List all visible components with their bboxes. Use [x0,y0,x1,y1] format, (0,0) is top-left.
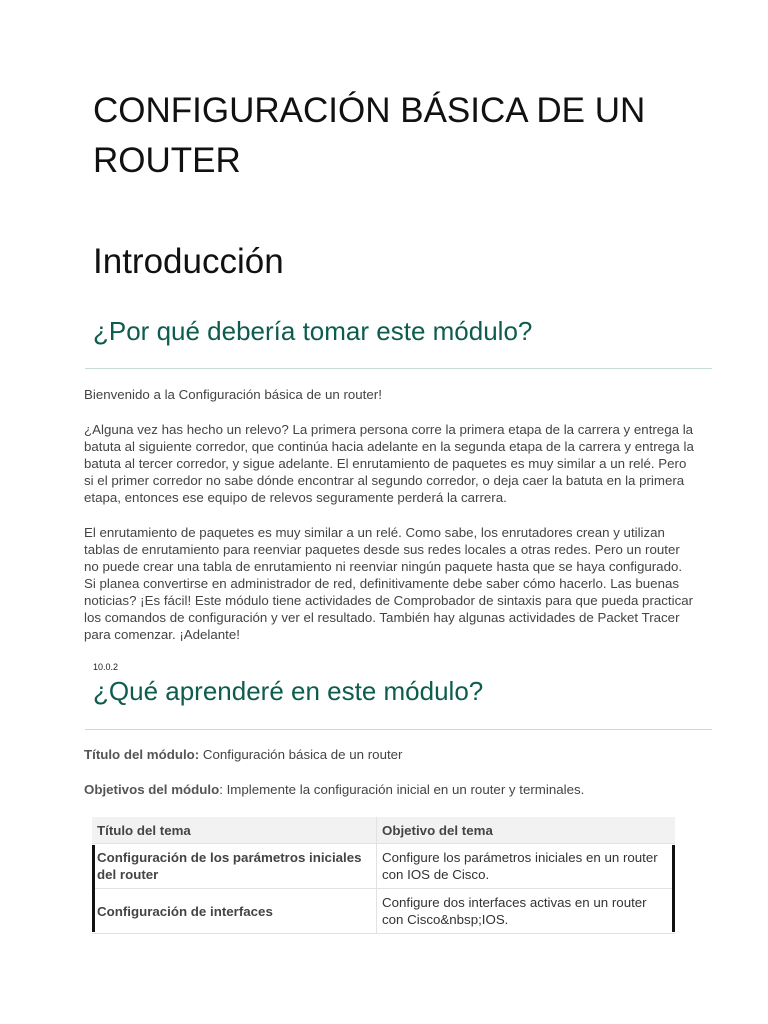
objectives-value: : Implemente la configuración inicial en un router y terminales. [219,782,585,797]
table-row [92,844,675,889]
section-code: 10.0.2 [93,662,119,672]
objectives-label: Objetivos del módulo [84,782,220,797]
section-why-heading: ¿Por qué debería tomar este módulo? [93,316,533,346]
table-cell-topic: Configuración de los parámetros iniciales del router [92,844,377,889]
table-row [92,889,675,934]
table-cell-topic: Configuración de interfaces [92,889,377,934]
page-title: CONFIGURACIÓN BÁSICA DE UN ROUTER [93,91,646,180]
table-left-border [92,845,95,932]
table-cell-objective: Configure los parámetros iniciales en un router con IOS de Cisco. [377,844,676,889]
module-title-label: Título del módulo: [84,747,200,762]
table-header-row [92,817,675,844]
welcome-paragraph: Bienvenido a la Configuración básica de un router! [84,387,382,402]
table-right-border [672,845,675,932]
table-header-topic: Título del tema [92,817,377,844]
routing-paragraph: El enrutamiento de paquetes es muy similar a un relé. Como sabe, los enrutadores crean y utilizan tablas de enrutamiento para reenviar paquetes desde sus redes locales a otras redes. Pero un router no puede crear una tabla de enrutamiento ni reenviar ningún paquete hasta que se haya configurado. Si planea convertirse en administrador de red, definitivamente debe saber cómo hacerlo. Las buenas noticias? ¡Es fácil! Este módulo tiene actividades de Comprobador de sintaxis para que pueda practicar los comandos de configuración y ver el resultado. También hay algunas actividades de Packet Tracer para comenzar. ¡Adelante! [84,525,694,642]
section-divider [85,729,712,730]
relay-paragraph: ¿Alguna vez has hecho un relevo? La primera persona corre la primera etapa de la carrera y entrega la batuta al siguiente corredor, que continúa hacia adelante en la segunda etapa de la carrera y entrega la batuta al tercer corredor, y sigue adelante. El enrutamiento de paquetes es muy similar a un relé. Pero si el primer corredor no sabe dónde encontrar al segundo corredor, o deja caer la batuta en la primera etapa, entonces ese equipo de relevos seguramente perderá la carrera. [84,422,694,505]
table-cell-objective: Configure dos interfaces activas en un router con Cisco&nbsp;IOS. [377,889,676,934]
table-header-objective: Objetivo del tema [377,817,676,844]
intro-heading: Introducción [93,242,284,281]
section-divider [85,368,712,369]
module-objectives-line [84,781,694,798]
topics-table [92,817,675,934]
module-title-value: Configuración básica de un router [199,747,403,762]
section-learn-heading: ¿Qué aprenderé en este módulo? [93,676,484,706]
module-title-line [84,746,694,763]
